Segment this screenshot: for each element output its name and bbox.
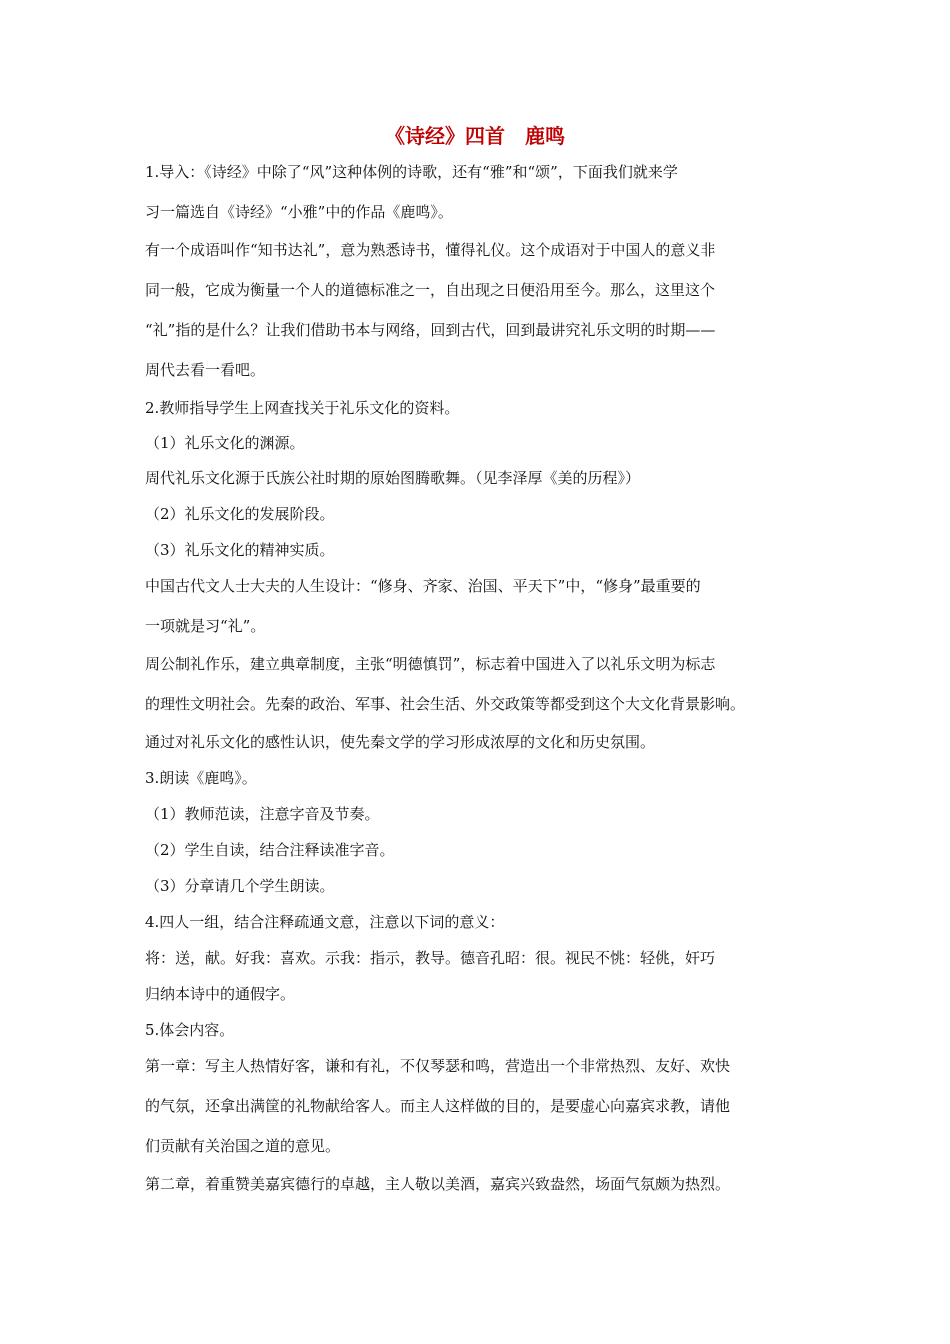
paragraph-line: 周代去看一看吧。 xyxy=(145,361,266,379)
paragraph-line: 的气氛，还拿出满筐的礼物献给客人。而主人这样做的目的，是要虚心向嘉宾求教，请他 xyxy=(145,1097,731,1115)
paragraph-line: 的理性文明社会。先秦的政治、军事、社会生活、外交政策等都受到这个大文化背景影响。 xyxy=(145,695,746,713)
paragraph-line: 一项就是习“礼”。 xyxy=(145,617,266,635)
paragraph-line: 归纳本诗中的通假字。 xyxy=(145,985,296,1003)
paragraph-line: （3）分章请几个学生朗读。 xyxy=(145,877,335,895)
paragraph-line: （1）礼乐文化的渊源。 xyxy=(145,434,305,452)
paragraph-line: 1.导入：《诗经》中除了“风”这种体例的诗歌，还有“雅”和“颂”，下面我们就来学 xyxy=(145,163,678,181)
paragraph-line: 有一个成语叫作“知书达礼”，意为熟悉诗书，懂得礼仪。这个成语对于中国人的意义非 xyxy=(145,241,716,259)
paragraph-line: 通过对礼乐文化的感性认识，使先秦文学的学习形成浓厚的文化和历史氛围。 xyxy=(145,733,656,751)
paragraph-line: （2）学生自读，结合注释读准字音。 xyxy=(145,841,395,859)
paragraph-line: 同一般，它成为衡量一个人的道德标准之一，自出现之日便沿用至今。那么，这里这个 xyxy=(145,281,716,299)
section-heading: 2.教师指导学生上网查找关于礼乐文化的资料。 xyxy=(145,399,460,417)
paragraph-line: 将：送，献。好我：喜欢。示我：指示，教导。德音孔昭：很。视民不恌：轻佻，奸巧 xyxy=(145,949,716,967)
paragraph-line: 周公制礼作乐，建立典章制度，主张“明德慎罚”，标志着中国进入了以礼乐文明为标志 xyxy=(145,655,716,673)
document-title: 《诗经》四首 鹿鸣 xyxy=(385,124,565,148)
paragraph-line: 周代礼乐文化源于氏族公社时期的原始图腾歌舞。（见李泽厚《美的历程》） xyxy=(145,469,641,487)
paragraph-line: 们贡献有关治国之道的意见。 xyxy=(145,1137,341,1155)
section-heading: 4.四人一组，结合注释疏通文意，注意以下词的意义： xyxy=(145,913,505,931)
paragraph-line: 习一篇选自《诗经》“小雅”中的作品《鹿鸣》。 xyxy=(145,203,453,221)
paragraph-line: （3）礼乐文化的精神实质。 xyxy=(145,541,335,559)
paragraph-line: （1）教师范读，注意字音及节奏。 xyxy=(145,805,380,823)
section-heading: 5.体会内容。 xyxy=(145,1021,235,1039)
paragraph-line: 第一章：写主人热情好客，谦和有礼，不仅琴瑟和鸣，营造出一个非常热烈、友好、欢快 xyxy=(145,1057,731,1075)
paragraph-line: “礼”指的是什么？让我们借助书本与网络，回到古代，回到最讲究礼乐文明的时期—— xyxy=(145,321,716,339)
paragraph-line: 中国古代文人士大夫的人生设计：“修身、齐家、治国、平天下”中，“修身”最重要的 xyxy=(145,577,701,595)
paragraph-line: 第二章，着重赞美嘉宾德行的卓越，主人敬以美酒，嘉宾兴致盎然，场面气氛颇为热烈。 xyxy=(145,1175,731,1193)
section-heading: 3.朗读《鹿鸣》。 xyxy=(145,769,257,787)
paragraph-line: （2）礼乐文化的发展阶段。 xyxy=(145,505,335,523)
